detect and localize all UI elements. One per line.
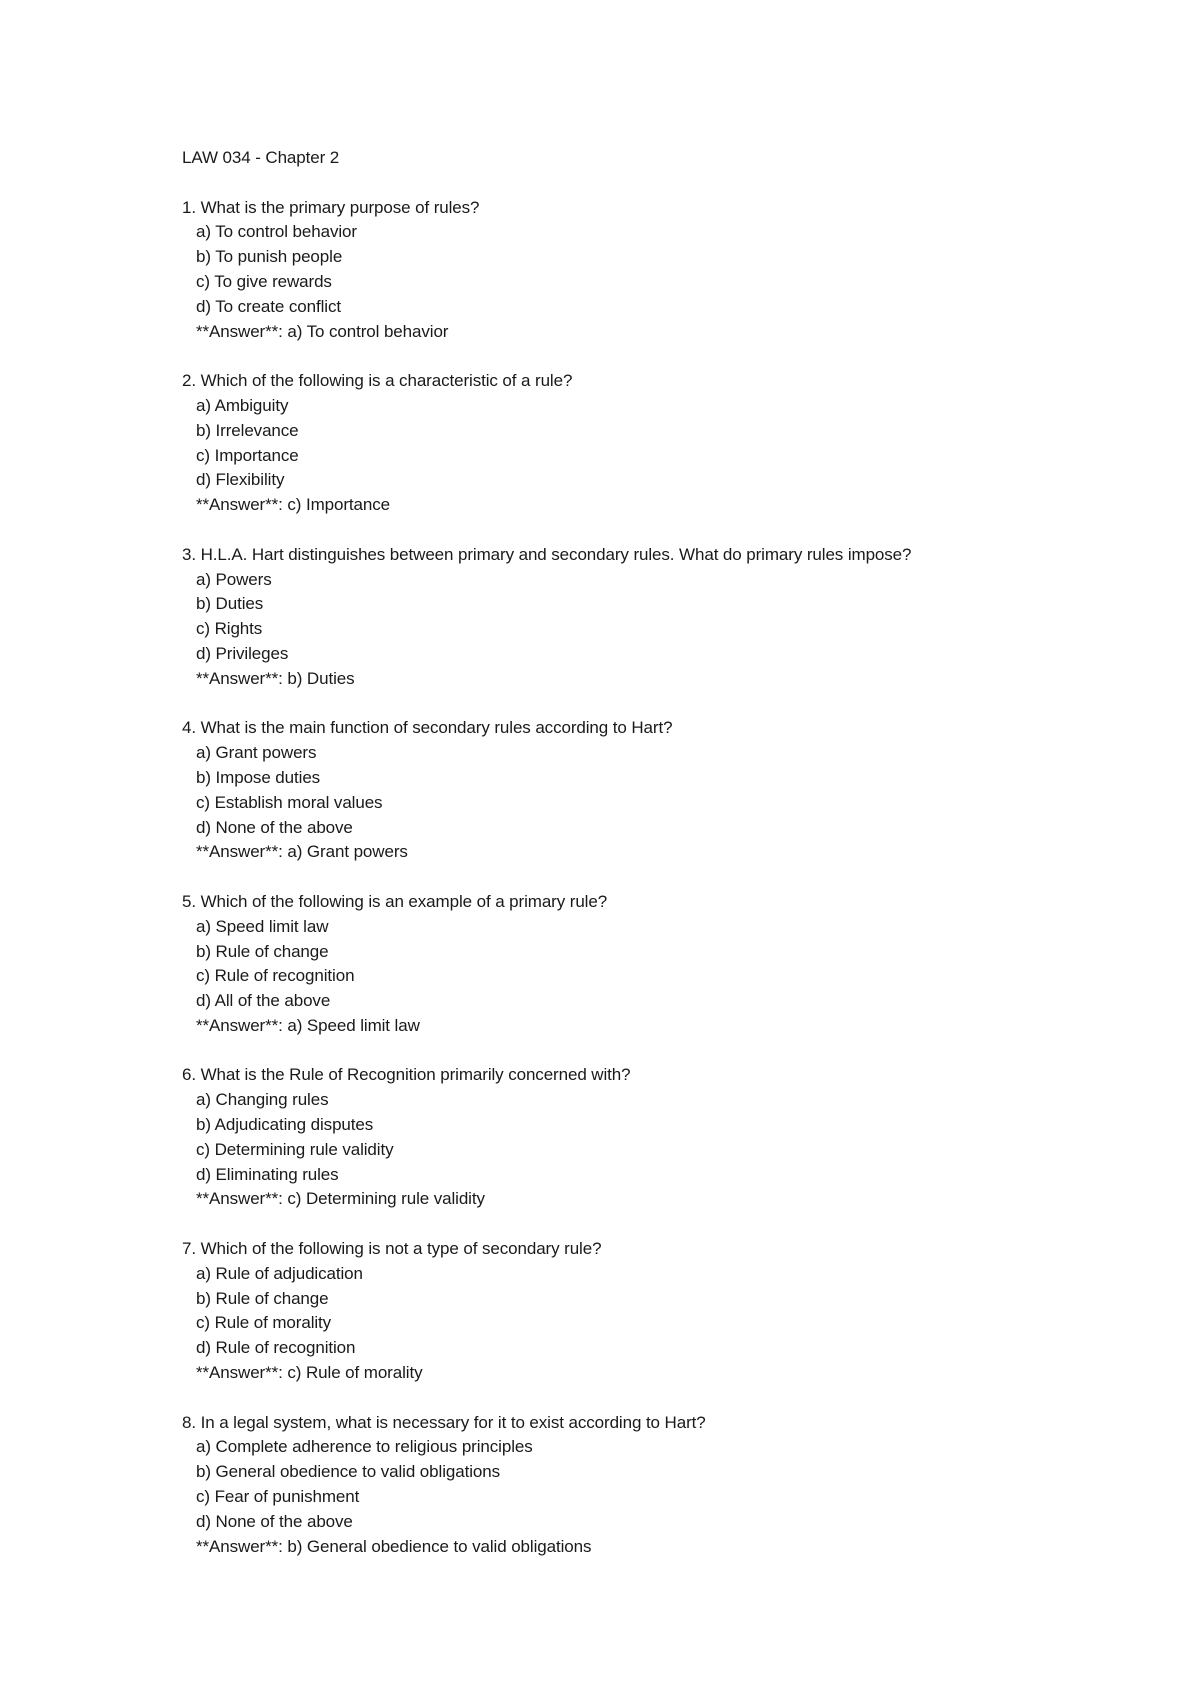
answer-option: a) Rule of adjudication: [196, 1263, 363, 1283]
question-text: 7. Which of the following is not a type of secondary rule?: [182, 1239, 602, 1259]
answer-option: d) Privileges: [196, 643, 289, 663]
answer-option: c) Determining rule validity: [196, 1139, 394, 1159]
correct-answer: **Answer**: c) Determining rule validity: [196, 1189, 485, 1209]
spacer: [182, 518, 1142, 543]
answer-option: c) Establish moral values: [196, 792, 383, 812]
correct-answer: **Answer**: a) To control behavior: [196, 321, 449, 341]
correct-answer: **Answer**: a) Speed limit law: [196, 1015, 420, 1035]
question-block: [182, 543, 1142, 717]
answer-option: c) To give rewards: [196, 271, 332, 291]
question-list: [182, 196, 1142, 1560]
document-title: LAW 034 - Chapter 2: [182, 148, 340, 167]
answer-option: d) Rule of recognition: [196, 1338, 356, 1358]
spacer: [182, 865, 1142, 890]
answer-option: b) Rule of change: [196, 1288, 329, 1308]
answer-option: a) Speed limit law: [196, 916, 329, 936]
question-text: 5. Which of the following is an example of a primary rule?: [182, 891, 608, 911]
question-block: [182, 1411, 1142, 1560]
answer-option: b) Impose duties: [196, 767, 321, 787]
spacer: [182, 1212, 1142, 1237]
correct-answer: **Answer**: b) Duties: [196, 668, 355, 688]
question-text: 2. Which of the following is a characteristic of a rule?: [182, 371, 573, 391]
answer-option: a) Grant powers: [196, 743, 317, 763]
correct-answer: **Answer**: c) Importance: [196, 495, 391, 515]
document-body: [182, 146, 1142, 1559]
answer-option: b) To punish people: [196, 247, 343, 267]
answer-option: a) Complete adherence to religious principles: [196, 1437, 533, 1457]
question-block: [182, 1237, 1142, 1411]
answer-option: a) To control behavior: [196, 222, 357, 242]
answer-option: d) None of the above: [196, 1511, 353, 1531]
answer-option: b) Rule of change: [196, 941, 329, 961]
question-block: [182, 369, 1142, 543]
answer-option: d) None of the above: [196, 817, 353, 837]
answer-option: d) Eliminating rules: [196, 1164, 339, 1184]
answer-option: d) Flexibility: [196, 470, 285, 490]
spacer: [182, 692, 1142, 717]
answer-option: d) All of the above: [196, 991, 331, 1011]
spacer: [182, 171, 1142, 196]
question-text: 3. H.L.A. Hart distinguishes between primary and secondary rules. What do primary rules impose?: [182, 544, 912, 564]
spacer: [182, 1039, 1142, 1064]
question-block: [182, 890, 1142, 1064]
correct-answer: **Answer**: b) General obedience to valid obligations: [196, 1536, 592, 1556]
answer-option: b) General obedience to valid obligations: [196, 1462, 500, 1482]
answer-option: c) Rights: [196, 619, 263, 639]
answer-option: b) Duties: [196, 594, 264, 614]
answer-option: d) To create conflict: [196, 296, 341, 316]
spacer: [182, 344, 1142, 369]
answer-option: a) Ambiguity: [196, 395, 289, 415]
answer-option: c) Fear of punishment: [196, 1487, 360, 1507]
spacer: [182, 1386, 1142, 1411]
question-block: [182, 1063, 1142, 1237]
correct-answer: **Answer**: c) Rule of morality: [196, 1363, 423, 1383]
answer-option: a) Powers: [196, 569, 272, 589]
question-block: [182, 716, 1142, 890]
answer-option: a) Changing rules: [196, 1090, 329, 1110]
question-text: 8. In a legal system, what is necessary for it to exist according to Hart?: [182, 1412, 706, 1432]
question-text: 4. What is the main function of secondary rules according to Hart?: [182, 718, 673, 738]
answer-option: b) Irrelevance: [196, 420, 299, 440]
answer-option: c) Rule of morality: [196, 1313, 332, 1333]
answer-option: b) Adjudicating disputes: [196, 1115, 374, 1135]
question-text: 1. What is the primary purpose of rules?: [182, 197, 480, 217]
question-block: [182, 196, 1142, 370]
answer-option: c) Rule of recognition: [196, 966, 355, 986]
question-text: 6. What is the Rule of Recognition primarily concerned with?: [182, 1065, 631, 1085]
answer-option: c) Importance: [196, 445, 299, 465]
correct-answer: **Answer**: a) Grant powers: [196, 842, 408, 862]
